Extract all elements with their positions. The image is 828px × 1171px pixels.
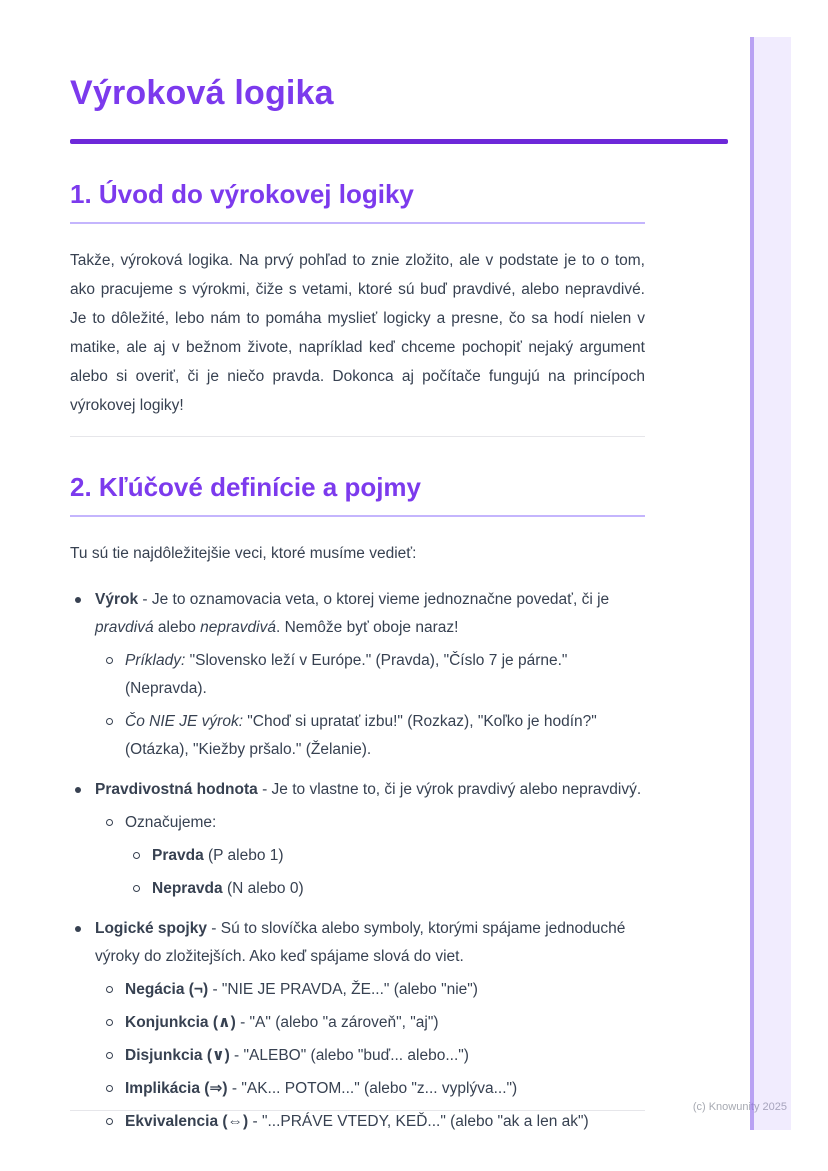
sublist — [95, 976, 645, 1136]
definitions-intro: Tu sú tie najdôležitejšie veci, ktoré musíme vedieť: — [70, 545, 417, 562]
sublist — [95, 809, 645, 903]
section-intro-logic — [70, 178, 645, 420]
sublist — [125, 842, 645, 903]
list-item-text: Výrok - Je to oznamovacia veta, o ktorej vieme jednoznačne povedať, či je pravdivá alebo nepravdivá. Nemôže byť oboje naraz! — [95, 591, 610, 636]
section-2-heading: 2. Kľúčové definície a pojmy — [70, 471, 645, 517]
list-item — [95, 708, 645, 764]
sublist — [95, 647, 645, 764]
list-item — [125, 842, 645, 870]
list-item-text: Konjunkcia (∧) - "A" (alebo "a zároveň", "aj") — [125, 1014, 439, 1031]
list-item — [95, 976, 645, 1004]
bullet-circle-icon — [106, 1118, 113, 1125]
list-item-text: Ekvivalencia (⇔) - "...PRÁVE VTEDY, KEĎ..." (alebo "ak a len ak") — [125, 1113, 589, 1130]
bullet-circle-icon — [106, 1085, 113, 1092]
list-item — [95, 1009, 645, 1037]
bullet-disc-icon — [75, 787, 81, 793]
list-item — [95, 1042, 645, 1070]
bullet-disc-icon — [75, 926, 81, 932]
list-item — [95, 647, 645, 703]
side-accent-bar — [750, 37, 791, 1130]
list-item — [70, 586, 645, 764]
list-item-text: Označujeme: — [125, 814, 217, 831]
bullet-circle-icon — [133, 885, 140, 892]
bullet-circle-icon — [106, 1019, 113, 1026]
bullet-circle-icon — [106, 718, 113, 725]
list-item-text: Implikácia (⇒) - "AK... POTOM..." (alebo "z... vyplýva...") — [125, 1080, 518, 1097]
list-item-text: Pravda (P alebo 1) — [152, 847, 284, 864]
bullet-disc-icon — [75, 597, 81, 603]
section-divider — [70, 436, 645, 437]
list-item-text: Nepravda (N alebo 0) — [152, 880, 304, 897]
list-item — [70, 776, 645, 903]
footer-copyright: (c) Knowunity 2025 — [692, 1101, 787, 1113]
title-divider — [70, 139, 728, 144]
list-item — [70, 915, 645, 1136]
bullet-circle-icon — [133, 852, 140, 859]
list-item — [125, 875, 645, 903]
footer-divider — [70, 1110, 645, 1111]
list-item — [95, 1075, 645, 1103]
definitions-list — [70, 586, 645, 1136]
section-1-heading: 1. Úvod do výrokovej logiky — [70, 178, 645, 224]
list-item-text: Logické spojky - Sú to slovíčka alebo symboly, ktorými spájame jednoduché výroky do zložitejších. Ako keď spájame slová do viet. — [95, 920, 626, 965]
bullet-circle-icon — [106, 1052, 113, 1059]
list-item-text: Čo NIE JE výrok: "Choď si upratať izbu!" (Rozkaz), "Koľko je hodín?" (Otázka), "Kiežby pršalo." (Želanie). — [125, 713, 597, 758]
bullet-circle-icon — [106, 657, 113, 664]
list-item-text: Príklady: "Slovensko leží v Európe." (Pravda), "Číslo 7 je párne." (Nepravda). — [125, 652, 568, 697]
bullet-circle-icon — [106, 986, 113, 993]
list-item-text: Disjunkcia (∨) - "ALEBO" (alebo "buď... alebo...") — [125, 1047, 469, 1064]
list-item — [95, 809, 645, 903]
list-item — [95, 1108, 645, 1136]
page-title: Výroková logika — [70, 74, 334, 112]
list-item-text: Pravdivostná hodnota - Je to vlastne to, či je výrok pravdivý alebo nepravdivý. — [95, 781, 642, 798]
list-item-text: Negácia (¬) - "NIE JE PRAVDA, ŽE..." (alebo "nie") — [125, 981, 478, 998]
content-column — [70, 0, 645, 1136]
bullet-circle-icon — [106, 819, 113, 826]
section-definitions — [70, 471, 645, 1136]
section-1-paragraph: Takže, výroková logika. Na prvý pohľad to znie zložito, ale v podstate je to o tom, ako pracujeme s výrokmi, čiže s vetami, ktoré sú buď pravdivé, alebo nepravdivé. Je to dôležité, lebo nám to pomáha myslieť logicky a presne, čo sa hodí nielen v matike, ale aj v bežnom živote, napríklad keď chceme pochopiť nejaký argument alebo si overiť, či je niečo pravda. Dokonca aj počítače fungujú na princípoch výrokovej logiky! — [70, 252, 645, 414]
